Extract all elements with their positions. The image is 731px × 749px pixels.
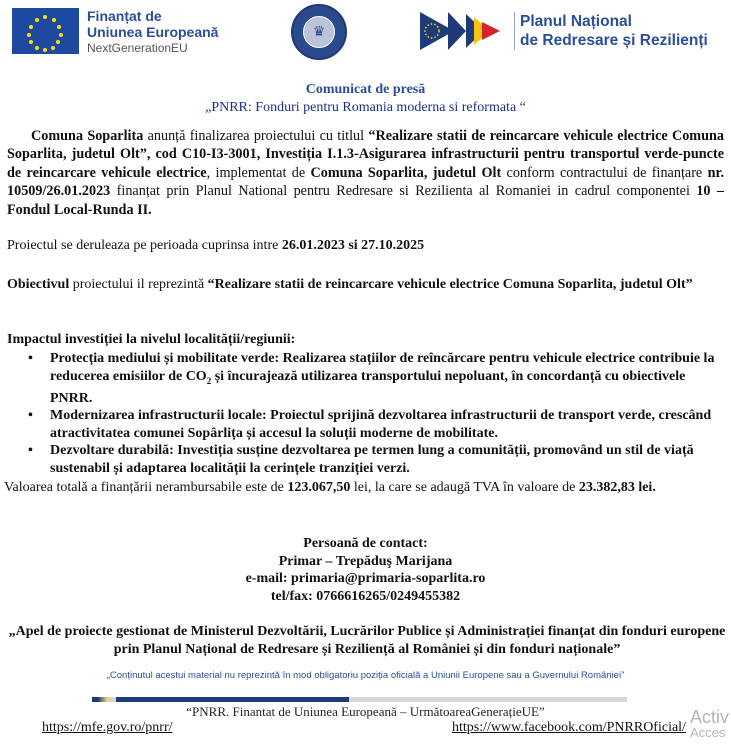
text-span: conform contractului de finanțare xyxy=(501,164,708,181)
text-span: finanțat prin Planul National pentru Redresare si Rezilienta al Romaniei in cadrul componentei xyxy=(110,183,697,200)
objective-label: Obiectivul xyxy=(7,277,70,292)
eu-logo-line2: Uniunea Europeană xyxy=(87,24,219,40)
disclaimer-text: „Conținutul acestui material nu reprezintă în mod obligatoriu poziția oficială a Uniunii Europene sau a Guvernului României” xyxy=(106,670,625,681)
eu-flag-icon xyxy=(12,8,79,54)
impact-item xyxy=(28,442,728,477)
pnrr-logo xyxy=(420,10,708,52)
text-span: , implementat de xyxy=(206,164,311,181)
contract-number: nr. 10509/26.01.2023 xyxy=(7,164,725,200)
text-span: lei, la care se adaugă TVA în valoare de xyxy=(350,480,579,495)
text-span: Protecția mediului și mobilitate verde: Realizarea stațiilor de reîncărcare pentru vehicule electrice contribuie la reducerea emisiilor de CO xyxy=(50,351,715,384)
mfe-pnrr-link[interactable]: https://mfe.gov.ro/pnrr/ xyxy=(42,720,173,735)
project-intro-paragraph xyxy=(7,127,724,219)
watermark-line1: Activ xyxy=(690,707,730,727)
contact-phone: tel/fax: 0766616265/0249455382 xyxy=(270,588,461,604)
coat-of-arms-icon: ♛ xyxy=(303,16,335,48)
eu-funding-logo xyxy=(12,8,218,56)
bullet-icon: • xyxy=(28,443,33,459)
contact-name: Primar – Trepăduş Marijana xyxy=(278,553,453,569)
footer-bar-blue xyxy=(92,697,349,702)
pnrr-arrows-icon xyxy=(420,10,508,52)
start-date: 26.01.2023 xyxy=(281,238,345,253)
watermark-line2: Acces xyxy=(690,725,726,740)
objective-text: “Realizare statii de reincarcare vehicule electrice Comuna Soparlita, judetul Olt” xyxy=(207,277,693,292)
eu-logo-line1: Finanțat de xyxy=(87,8,162,24)
text-span: Dezvoltare durabilă: Investiția susține dezvoltarea pe termen lung a comunității, promovând un stil de viață sustenabil și adaptarea localității la cerințele tranziției verzi. xyxy=(50,443,694,476)
press-release-title: Comunicat de presă xyxy=(305,82,426,97)
project-period-paragraph xyxy=(7,238,424,254)
contact-email: e-mail: primaria@primaria-soparlita.ro xyxy=(245,571,486,586)
footer-bar-accent xyxy=(98,697,116,702)
romanian-government-seal-icon xyxy=(291,4,347,60)
impact-heading: Impactul investiției la nivelul localității/regiunii: xyxy=(7,332,296,347)
footer-tagline: “PNRR. Finantat de Uniunea Europeană – UrmătoareaGenerațieUE” xyxy=(186,704,545,719)
contact-heading: Persoană de contact: xyxy=(303,536,428,551)
text-span: Valoarea totală a finanțării nerambursabile este de xyxy=(4,480,288,495)
project-title: “Realizare statii de reincarcare vehicule electrice Comuna Soparlita, judetul Olt”, cod C10-I3-3001, Investiția I.1.3-Asigurarea infrastructurii pentru transportul verde-puncte de reincarcare vehicule electrice xyxy=(7,128,724,181)
pnrr-logo-line2: de Redresare și Rezilienți xyxy=(520,32,708,49)
bullet-icon: • xyxy=(28,351,33,366)
eu-logo-line3: NextGenerationEU xyxy=(87,41,188,55)
text-span: anunță finalizarea proiectului cu titlul xyxy=(143,128,369,144)
component-name: 10 – Fondul Local-Runda II. xyxy=(7,183,724,218)
vat-amount: 23.382,83 lei. xyxy=(578,480,656,495)
end-date: 27.10.2025 xyxy=(361,238,425,253)
text-span: și încurajează utilizarea transportului nepoluant, în concordanță cu obiectivele PNRR. xyxy=(50,368,686,406)
text-span: si xyxy=(344,238,362,253)
contact-block xyxy=(0,535,731,605)
activation-watermark xyxy=(690,708,729,740)
press-release-subtitle: „PNRR: Fonduri pentru Romania moderna si reformata “ xyxy=(205,100,526,115)
impact-list xyxy=(28,350,728,477)
impact-item xyxy=(28,407,728,442)
funding-paragraph xyxy=(4,479,728,497)
text-span: Proiectul se deruleaza pe perioada cuprinsa intre xyxy=(7,238,282,253)
pnrr-facebook-link[interactable]: https://www.facebook.com/PNRROficial/ xyxy=(452,720,686,735)
objective-paragraph xyxy=(7,276,724,294)
footer-color-bar xyxy=(92,697,627,702)
text-span: Modernizarea infrastructurii locale: Proiectul sprijină dezvoltarea infrastructurii de transport verde, crescând atractivitatea comunei Sopârlița și accesul la soluții moderne de mobilitate. xyxy=(50,408,712,441)
implementer-name: Comuna Soparlita, judetul Olt xyxy=(310,164,502,181)
text-span: proiectului il reprezintă xyxy=(69,277,208,292)
pnrr-logo-line1: Planul Național xyxy=(520,13,632,30)
beneficiary-name: Comuna Soparlita xyxy=(31,128,144,144)
bullet-icon: • xyxy=(28,408,33,424)
logo-header xyxy=(0,0,731,70)
call-for-projects-note: „Apel de proiecte gestionat de Ministerul Dezvoltării, Lucrărilor Publice și Administrației finanțat din fonduri europene prin Planul Național de Redresare și Reziliență al României și din fonduri naționale” xyxy=(8,624,726,657)
funding-amount: 123.067,50 xyxy=(287,480,351,495)
subscript: 2 xyxy=(206,375,212,386)
impact-item xyxy=(28,350,728,407)
